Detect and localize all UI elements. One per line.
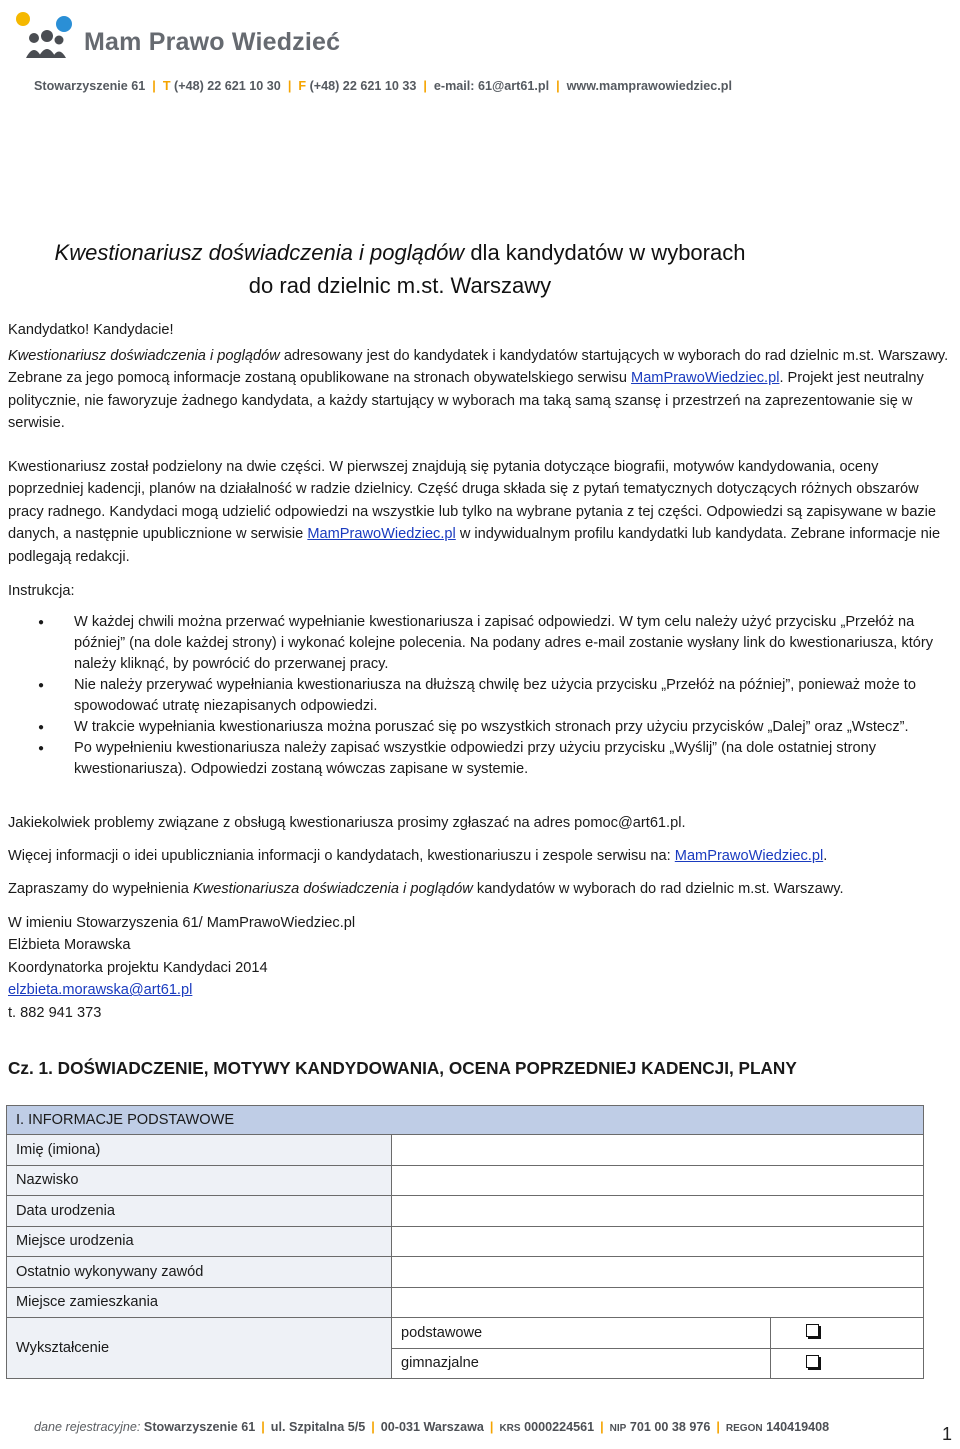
education-option-cell [771,1318,924,1349]
list-item: ● Po wypełnieniu kwestionariusza należy zapisać wszystkie odpowiedzi przy użyciu przycisku „Wyślij” (na dole ostatniej strony kwestionariusza). Odpowiedzi zostaną wówczas zapisane w systemie. [38,738,958,780]
table-row [7,1287,924,1318]
residence-input[interactable] [392,1287,924,1318]
logo-text: Mam Prawo Wiedzieć [84,28,341,56]
checkbox-icon[interactable] [806,1324,819,1337]
problems-note: Jakiekolwiek problemy związane z obsługą kwestionariusza prosimy zgłaszać na adres pomoc@art61.pl. [8,815,686,831]
birth-place-input[interactable] [392,1226,924,1257]
krs-value: 0000224561 [524,1420,595,1434]
fax-value: (+48) 22 621 10 33 [309,79,417,93]
krs-label: KRS [499,1423,521,1434]
intro-paragraph-2 [8,456,952,568]
intro-text: adresowany jest do kandydatek i kandydatów startujących w wyborach do rad dzielnic m.st. Warszawy. Zebrane za jego pomocą informacje zostaną opublikowane na stronach obywatelskiego serwisu [8,348,949,387]
list-item: ● W trakcie wypełniania kwestionariusza można poruszać się po wszystkich stronach przy użyciu przycisków „Dalej” oraz „Wstecz”. [38,717,958,738]
greeting: Kandydatko! Kandydacie! [8,322,174,338]
org-name: Stowarzyszenie 61 [34,79,146,93]
site-link[interactable]: MamPrawoWiedziec.pl [674,848,824,864]
questionnaire-name: Kwestionariusz doświadczenia i poglądów [8,348,280,364]
invite-text: Zapraszamy do wypełnienia [8,881,193,897]
field-label: Miejsce zamieszkania [7,1287,392,1318]
contact-bar [34,79,732,93]
separator: | [600,1420,604,1434]
page-title-line2: do rad dzielnic m.st. Warszawy [248,273,552,298]
table-row [7,1226,924,1257]
footer-label: dane rejestracyjne: [34,1420,141,1434]
table-row [7,1165,924,1196]
title-rest: dla kandydatów w wyborach [464,240,746,265]
table-row [7,1135,924,1166]
nip-label: NIP [609,1423,627,1434]
list-item: ● Nie należy przerywać wypełniania kwestionariusza na dłuższą chwilę bez użycia przycisku „Przełóż na później”, ponieważ może to spowodować utratę niezapisanych odpowiedzi. [38,675,958,717]
signature-phone: t. 882 941 373 [8,1004,102,1021]
field-label: Imię (imiona) [7,1135,392,1166]
signature-name: Elżbieta Morawska [8,937,131,954]
page-number: 1 [941,1424,952,1444]
separator: | [287,79,292,93]
footer-org: Stowarzyszenie 61 [143,1420,256,1434]
regon-value: 140419408 [766,1420,830,1434]
instructions-label: Instrukcja: [8,583,75,599]
table-header: I. INFORMACJE PODSTAWOWE [7,1106,924,1135]
table-row [7,1196,924,1227]
site-link[interactable]: MamPrawoWiedziec.pl [307,526,456,543]
logo-icon [14,10,74,60]
intro-text: . Projekt jest neutralny politycznie, nie faworyzuje żadnego kandydata, a każdy startujący w wyborach ma taką samą szansę i przestrzeń na zaprezentowanie się w serwisie. [8,370,924,432]
birth-date-input[interactable] [392,1196,924,1227]
intro-paragraph-1 [8,345,952,435]
nip-value: 701 00 38 976 [629,1420,711,1434]
separator: | [716,1420,720,1434]
footer-postal: 00-031 Warszawa [380,1420,484,1434]
questionnaire-name: Kwestionariusza doświadczenia i poglądów [192,881,473,897]
separator: | [489,1420,494,1434]
fax-label: F [298,79,307,93]
signature-email[interactable]: elzbieta.morawska@art61.pl [8,982,193,999]
tel-label: T [162,79,171,93]
more-info-text: . [823,848,828,864]
intro-text: w indywidualnym profilu kandydatki lub kandydata. Zebrane informacje nie podlegają redakcji. [8,526,941,565]
tel-value: (+48) 22 621 10 30 [174,79,281,93]
section-heading: Cz. 1. DOŚWIADCZENIE, MOTYWY KANDYDOWANIA, OCENA POPRZEDNIEJ KADENCJI, PLANY [8,1058,797,1078]
separator: | [261,1420,265,1434]
invite-text: kandydatów w wyborach do rad dzielnic m.st. Warszawy. [472,881,844,897]
page-title-line1 [0,240,800,266]
signature-role: Koordynatorka projektu Kandydaci 2014 [8,959,268,976]
instructions-list [38,612,958,780]
checkbox-icon[interactable] [806,1355,819,1368]
signature-line: W imieniu Stowarzyszenia 61/ MamPrawoWiedziec.pl [8,915,356,931]
separator: | [371,1420,375,1434]
field-label: Ostatnio wykonywany zawód [7,1257,392,1288]
field-label: Nazwisko [7,1165,392,1196]
intro-text: Kwestionariusz został podzielony na dwie części. W pierwszej znajdują się pytania dotyczące biografii, motywów kandydowania, oceny poprzedniej kadencji, planów na działalność w radzie dzielnicy. Część druga składa się z pytań tematycznych dotyczących różnych obszarów pracy radnego. Kandydaci mogą udzielić odpowiedzi na wszystkie lub tylko na wybrane pytania z tej części. Odpowiedzi są zapisywane w bazie danych, a następnie upublicznione w serwisie [8,459,936,543]
more-info-text: Więcej informacji o idei upubliczniania informacji o kandydatach, kwestionariuszu i zespole serwisu na: [8,848,675,864]
basic-info-table [6,1105,924,1379]
table-row [7,1257,924,1288]
footer-registration [34,1420,829,1434]
contact-email[interactable]: e-mail: 61@art61.pl [433,79,550,93]
list-item: ● W każdej chwili można przerwać wypełnianie kwestionariusza i zapisać odpowiedzi. W tym celu należy użyć przycisku „Przełóż na później” (na dole każdej strony) i wykonać kolejne polecenia. Na podany adres e-mail zostanie wysłany link do kwestionariusza, który należy kliknąć, by powrócić do przerwanej pracy. [38,612,958,675]
website-link[interactable]: www.mamprawowiedziec.pl [566,79,733,93]
invitation [8,878,952,900]
regon-label: REGON [725,1423,763,1434]
more-info [8,845,952,867]
separator: | [556,79,560,93]
occupation-input[interactable] [392,1257,924,1288]
separator: | [152,79,156,93]
footer-address: ul. Szpitalna 5/5 [270,1420,366,1434]
site-link[interactable]: MamPrawoWiedziec.pl [631,370,780,387]
separator: | [423,79,427,93]
surname-input[interactable] [392,1165,924,1196]
field-label: Miejsce urodzenia [7,1226,392,1257]
education-option-label: gimnazjalne [392,1348,771,1379]
title-italic: Kwestionariusz doświadczenia i poglądów [54,240,465,265]
education-option-label: podstawowe [392,1318,771,1349]
signature-block [8,912,355,1024]
first-name-input[interactable] [392,1135,924,1166]
education-option-cell [771,1348,924,1379]
field-label: Wykształcenie [7,1318,392,1379]
field-label: Data urodzenia [7,1196,392,1227]
table-row [7,1318,924,1349]
